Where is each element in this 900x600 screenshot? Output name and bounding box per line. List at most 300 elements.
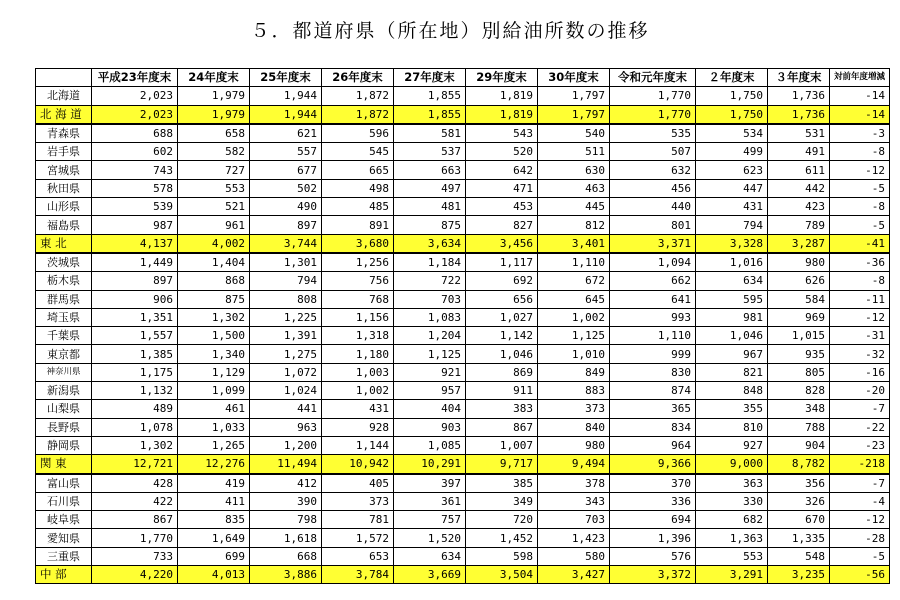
value-cell: 445: [538, 198, 610, 216]
value-cell: 874: [610, 382, 696, 400]
value-cell: 663: [394, 161, 466, 179]
value-cell: 485: [322, 198, 394, 216]
value-cell: 869: [466, 363, 538, 381]
value-cell: 365: [610, 400, 696, 418]
value-cell: 756: [322, 272, 394, 290]
value-cell: 1,265: [178, 436, 250, 454]
value-cell: 1,085: [394, 436, 466, 454]
value-cell: 921: [394, 363, 466, 381]
value-cell: 1,003: [322, 363, 394, 381]
value-cell: 3,287: [768, 234, 830, 253]
prefecture-name: 福島県: [36, 216, 92, 234]
delta-cell: -41: [830, 234, 890, 253]
column-header: 26年度末: [322, 69, 394, 87]
value-cell: 1,027: [466, 308, 538, 326]
value-cell: 1,180: [322, 345, 394, 363]
value-cell: 356: [768, 474, 830, 493]
value-cell: 1,363: [696, 529, 768, 547]
value-cell: 11,494: [250, 455, 322, 474]
value-cell: 868: [178, 272, 250, 290]
delta-cell: -8: [830, 198, 890, 216]
value-cell: 1,129: [178, 363, 250, 381]
region-name: 関 東: [36, 455, 92, 474]
delta-cell: -14: [830, 87, 890, 105]
delta-cell: -7: [830, 474, 890, 493]
region-name: 北 海 道: [36, 105, 92, 124]
table-row: [36, 272, 890, 290]
value-cell: 634: [696, 272, 768, 290]
value-cell: 835: [178, 511, 250, 529]
value-cell: 584: [768, 290, 830, 308]
value-cell: 3,680: [322, 234, 394, 253]
value-cell: 489: [92, 400, 178, 418]
value-cell: 1,979: [178, 105, 250, 124]
value-cell: 1,797: [538, 105, 610, 124]
value-cell: 3,784: [322, 566, 394, 584]
delta-cell: -56: [830, 566, 890, 584]
value-cell: 794: [250, 272, 322, 290]
value-cell: 699: [178, 547, 250, 565]
value-cell: 442: [768, 179, 830, 197]
value-cell: 602: [92, 143, 178, 161]
table-row: [36, 161, 890, 179]
value-cell: 963: [250, 418, 322, 436]
value-cell: 1,944: [250, 87, 322, 105]
delta-cell: -8: [830, 143, 890, 161]
value-cell: 969: [768, 308, 830, 326]
table-row: [36, 363, 890, 381]
value-cell: 692: [466, 272, 538, 290]
table-row: [36, 143, 890, 161]
delta-cell: -3: [830, 124, 890, 143]
value-cell: 1,125: [538, 327, 610, 345]
table-row: [36, 547, 890, 565]
value-cell: 2,023: [92, 105, 178, 124]
delta-cell: -22: [830, 418, 890, 436]
value-cell: 830: [610, 363, 696, 381]
region-total-row: [36, 234, 890, 253]
page-title: ５．都道府県（所在地）別給油所数の推移: [250, 20, 650, 42]
value-cell: 1,557: [92, 327, 178, 345]
value-cell: 801: [610, 216, 696, 234]
prefecture-name: 愛知県: [36, 529, 92, 547]
value-cell: 1,649: [178, 529, 250, 547]
value-cell: 9,366: [610, 455, 696, 474]
value-cell: 957: [394, 382, 466, 400]
value-cell: 670: [768, 511, 830, 529]
value-cell: 521: [178, 198, 250, 216]
value-cell: 405: [322, 474, 394, 493]
value-cell: 12,276: [178, 455, 250, 474]
value-cell: 1,184: [394, 253, 466, 272]
value-cell: 3,235: [768, 566, 830, 584]
value-cell: 363: [696, 474, 768, 493]
value-cell: 688: [92, 124, 178, 143]
prefecture-name: 富山県: [36, 474, 92, 493]
value-cell: 463: [538, 179, 610, 197]
value-cell: 621: [250, 124, 322, 143]
value-cell: 1,572: [322, 529, 394, 547]
value-cell: 1,002: [322, 382, 394, 400]
value-cell: 471: [466, 179, 538, 197]
value-cell: 911: [466, 382, 538, 400]
value-cell: 440: [610, 198, 696, 216]
value-cell: 1,132: [92, 382, 178, 400]
delta-cell: -5: [830, 547, 890, 565]
value-cell: 535: [610, 124, 696, 143]
table-row: [36, 511, 890, 529]
value-cell: 373: [538, 400, 610, 418]
value-cell: 1,094: [610, 253, 696, 272]
value-cell: 419: [178, 474, 250, 493]
value-cell: 1,083: [394, 308, 466, 326]
value-cell: 1,033: [178, 418, 250, 436]
value-cell: 343: [538, 492, 610, 510]
value-cell: 904: [768, 436, 830, 454]
value-cell: 2,023: [92, 87, 178, 105]
value-cell: 1,002: [538, 308, 610, 326]
value-cell: 431: [322, 400, 394, 418]
prefecture-name: 石川県: [36, 492, 92, 510]
value-cell: 1,520: [394, 529, 466, 547]
column-header: 29年度末: [466, 69, 538, 87]
value-cell: 834: [610, 418, 696, 436]
prefecture-name: 茨城県: [36, 253, 92, 272]
value-cell: 1,256: [322, 253, 394, 272]
value-cell: 441: [250, 400, 322, 418]
value-cell: 553: [696, 547, 768, 565]
value-cell: 543: [466, 124, 538, 143]
value-cell: 768: [322, 290, 394, 308]
value-cell: 1,302: [92, 436, 178, 454]
value-cell: 355: [696, 400, 768, 418]
value-cell: 1,125: [394, 345, 466, 363]
value-cell: 808: [250, 290, 322, 308]
value-cell: 596: [322, 124, 394, 143]
value-cell: 598: [466, 547, 538, 565]
value-cell: 491: [768, 143, 830, 161]
prefecture-name: 山梨県: [36, 400, 92, 418]
region-name: 東 北: [36, 234, 92, 253]
value-cell: 1,156: [322, 308, 394, 326]
value-cell: 4,002: [178, 234, 250, 253]
delta-cell: -28: [830, 529, 890, 547]
header-row: [36, 69, 890, 87]
table-row: [36, 529, 890, 547]
value-cell: 540: [538, 124, 610, 143]
value-cell: 383: [466, 400, 538, 418]
value-cell: 1,449: [92, 253, 178, 272]
value-cell: 1,204: [394, 327, 466, 345]
value-cell: 1,024: [250, 382, 322, 400]
value-cell: 794: [696, 216, 768, 234]
value-cell: 1,275: [250, 345, 322, 363]
value-cell: 481: [394, 198, 466, 216]
prefecture-name: 北海道: [36, 87, 92, 105]
value-cell: 623: [696, 161, 768, 179]
value-cell: 557: [250, 143, 322, 161]
prefecture-name: 群馬県: [36, 290, 92, 308]
value-cell: 10,942: [322, 455, 394, 474]
value-cell: 4,013: [178, 566, 250, 584]
delta-cell: -218: [830, 455, 890, 474]
value-cell: 8,782: [768, 455, 830, 474]
value-cell: 980: [768, 253, 830, 272]
value-cell: 411: [178, 492, 250, 510]
value-cell: 1,452: [466, 529, 538, 547]
value-cell: 499: [696, 143, 768, 161]
value-cell: 682: [696, 511, 768, 529]
value-cell: 531: [768, 124, 830, 143]
delta-cell: -32: [830, 345, 890, 363]
value-cell: 677: [250, 161, 322, 179]
value-cell: 1,072: [250, 363, 322, 381]
value-cell: 812: [538, 216, 610, 234]
value-cell: 720: [466, 511, 538, 529]
value-cell: 1,423: [538, 529, 610, 547]
value-cell: 507: [610, 143, 696, 161]
value-cell: 935: [768, 345, 830, 363]
value-cell: 539: [92, 198, 178, 216]
delta-cell: -8: [830, 272, 890, 290]
value-cell: 1,225: [250, 308, 322, 326]
value-cell: 665: [322, 161, 394, 179]
value-cell: 626: [768, 272, 830, 290]
value-cell: 1,872: [322, 87, 394, 105]
prefecture-name: 山形県: [36, 198, 92, 216]
value-cell: 903: [394, 418, 466, 436]
value-cell: 694: [610, 511, 696, 529]
value-cell: 987: [92, 216, 178, 234]
prefecture-name: 宮城県: [36, 161, 92, 179]
value-cell: 336: [610, 492, 696, 510]
value-cell: 582: [178, 143, 250, 161]
value-cell: 875: [178, 290, 250, 308]
prefecture-name: 秋田県: [36, 179, 92, 197]
value-cell: 3,744: [250, 234, 322, 253]
table-row: [36, 436, 890, 454]
value-cell: 1,301: [250, 253, 322, 272]
column-header: 25年度末: [250, 69, 322, 87]
value-cell: 1,385: [92, 345, 178, 363]
value-cell: 867: [92, 511, 178, 529]
prefecture-name: 神奈川県: [36, 363, 92, 381]
value-cell: 1,770: [92, 529, 178, 547]
value-cell: 875: [394, 216, 466, 234]
table-row: [36, 492, 890, 510]
region-total-row: [36, 455, 890, 474]
value-cell: 511: [538, 143, 610, 161]
value-cell: 461: [178, 400, 250, 418]
value-cell: 788: [768, 418, 830, 436]
value-cell: 548: [768, 547, 830, 565]
value-cell: 653: [322, 547, 394, 565]
value-cell: 840: [538, 418, 610, 436]
prefecture-name: 青森県: [36, 124, 92, 143]
value-cell: 4,137: [92, 234, 178, 253]
table-row: [36, 308, 890, 326]
region-total-row: [36, 566, 890, 584]
value-cell: 1,855: [394, 87, 466, 105]
table-row: [36, 179, 890, 197]
value-cell: 981: [696, 308, 768, 326]
value-cell: 4,220: [92, 566, 178, 584]
value-cell: 578: [92, 179, 178, 197]
column-header: 24年度末: [178, 69, 250, 87]
value-cell: 1,335: [768, 529, 830, 547]
delta-cell: -20: [830, 382, 890, 400]
delta-cell: -5: [830, 179, 890, 197]
value-cell: 798: [250, 511, 322, 529]
value-cell: 1,944: [250, 105, 322, 124]
value-cell: 1,396: [610, 529, 696, 547]
value-cell: 672: [538, 272, 610, 290]
value-cell: 789: [768, 216, 830, 234]
delta-cell: -12: [830, 511, 890, 529]
value-cell: 3,291: [696, 566, 768, 584]
value-cell: 821: [696, 363, 768, 381]
value-cell: 3,886: [250, 566, 322, 584]
value-cell: 404: [394, 400, 466, 418]
value-cell: 1,144: [322, 436, 394, 454]
delta-cell: -16: [830, 363, 890, 381]
value-cell: 810: [696, 418, 768, 436]
value-cell: 1,046: [466, 345, 538, 363]
value-cell: 964: [610, 436, 696, 454]
value-cell: 632: [610, 161, 696, 179]
value-cell: 576: [610, 547, 696, 565]
value-cell: 385: [466, 474, 538, 493]
value-cell: 1,200: [250, 436, 322, 454]
value-cell: 828: [768, 382, 830, 400]
value-cell: 703: [538, 511, 610, 529]
region-name: 中 部: [36, 566, 92, 584]
column-header: 令和元年度末: [610, 69, 696, 87]
delta-cell: -11: [830, 290, 890, 308]
delta-cell: -12: [830, 161, 890, 179]
value-cell: 490: [250, 198, 322, 216]
station-count-table: [35, 68, 890, 584]
value-cell: 733: [92, 547, 178, 565]
value-cell: 897: [92, 272, 178, 290]
value-cell: 849: [538, 363, 610, 381]
table-row: [36, 474, 890, 493]
value-cell: 1,110: [610, 327, 696, 345]
value-cell: 9,717: [466, 455, 538, 474]
value-cell: 1,078: [92, 418, 178, 436]
delta-cell: -31: [830, 327, 890, 345]
prefecture-name: 静岡県: [36, 436, 92, 454]
value-cell: 1,618: [250, 529, 322, 547]
value-cell: 545: [322, 143, 394, 161]
value-cell: 1,872: [322, 105, 394, 124]
value-cell: 611: [768, 161, 830, 179]
table-body: [36, 87, 890, 584]
value-cell: 1,007: [466, 436, 538, 454]
value-cell: 497: [394, 179, 466, 197]
prefecture-name: 東京都: [36, 345, 92, 363]
value-cell: 999: [610, 345, 696, 363]
value-cell: 10,291: [394, 455, 466, 474]
column-header: 30年度末: [538, 69, 610, 87]
value-cell: 1,110: [538, 253, 610, 272]
delta-cell: -7: [830, 400, 890, 418]
value-cell: 1,117: [466, 253, 538, 272]
prefecture-name: 埼玉県: [36, 308, 92, 326]
value-cell: 897: [250, 216, 322, 234]
value-cell: 967: [696, 345, 768, 363]
value-cell: 9,000: [696, 455, 768, 474]
value-cell: 1,351: [92, 308, 178, 326]
value-cell: 412: [250, 474, 322, 493]
table-row: [36, 124, 890, 143]
value-cell: 361: [394, 492, 466, 510]
value-cell: 373: [322, 492, 394, 510]
value-cell: 928: [322, 418, 394, 436]
value-cell: 498: [322, 179, 394, 197]
value-cell: 993: [610, 308, 696, 326]
value-cell: 867: [466, 418, 538, 436]
value-cell: 431: [696, 198, 768, 216]
column-header-delta: 対前年度増減: [830, 69, 890, 87]
value-cell: 580: [538, 547, 610, 565]
table-row: [36, 327, 890, 345]
value-cell: 520: [466, 143, 538, 161]
table-row: [36, 382, 890, 400]
value-cell: 422: [92, 492, 178, 510]
delta-cell: -14: [830, 105, 890, 124]
value-cell: 1,175: [92, 363, 178, 381]
value-cell: 883: [538, 382, 610, 400]
value-cell: 1,819: [466, 87, 538, 105]
table-row: [36, 87, 890, 105]
value-cell: 1,142: [466, 327, 538, 345]
prefecture-name: 千葉県: [36, 327, 92, 345]
corner-cell: [36, 69, 92, 87]
delta-cell: -4: [830, 492, 890, 510]
value-cell: 848: [696, 382, 768, 400]
value-cell: 3,372: [610, 566, 696, 584]
value-cell: 1,010: [538, 345, 610, 363]
value-cell: 1,046: [696, 327, 768, 345]
value-cell: 397: [394, 474, 466, 493]
value-cell: 1,340: [178, 345, 250, 363]
value-cell: 370: [610, 474, 696, 493]
value-cell: 1,855: [394, 105, 466, 124]
value-cell: 3,371: [610, 234, 696, 253]
prefecture-name: 長野県: [36, 418, 92, 436]
column-header: 27年度末: [394, 69, 466, 87]
value-cell: 781: [322, 511, 394, 529]
value-cell: 634: [394, 547, 466, 565]
value-cell: 12,721: [92, 455, 178, 474]
value-cell: 1,770: [610, 87, 696, 105]
value-cell: 743: [92, 161, 178, 179]
value-cell: 727: [178, 161, 250, 179]
value-cell: 349: [466, 492, 538, 510]
value-cell: 980: [538, 436, 610, 454]
value-cell: 1,016: [696, 253, 768, 272]
column-header: 平成23年度末: [92, 69, 178, 87]
value-cell: 3,401: [538, 234, 610, 253]
value-cell: 805: [768, 363, 830, 381]
value-cell: 502: [250, 179, 322, 197]
value-cell: 1,797: [538, 87, 610, 105]
value-cell: 453: [466, 198, 538, 216]
value-cell: 630: [538, 161, 610, 179]
prefecture-name: 岐阜県: [36, 511, 92, 529]
value-cell: 348: [768, 400, 830, 418]
